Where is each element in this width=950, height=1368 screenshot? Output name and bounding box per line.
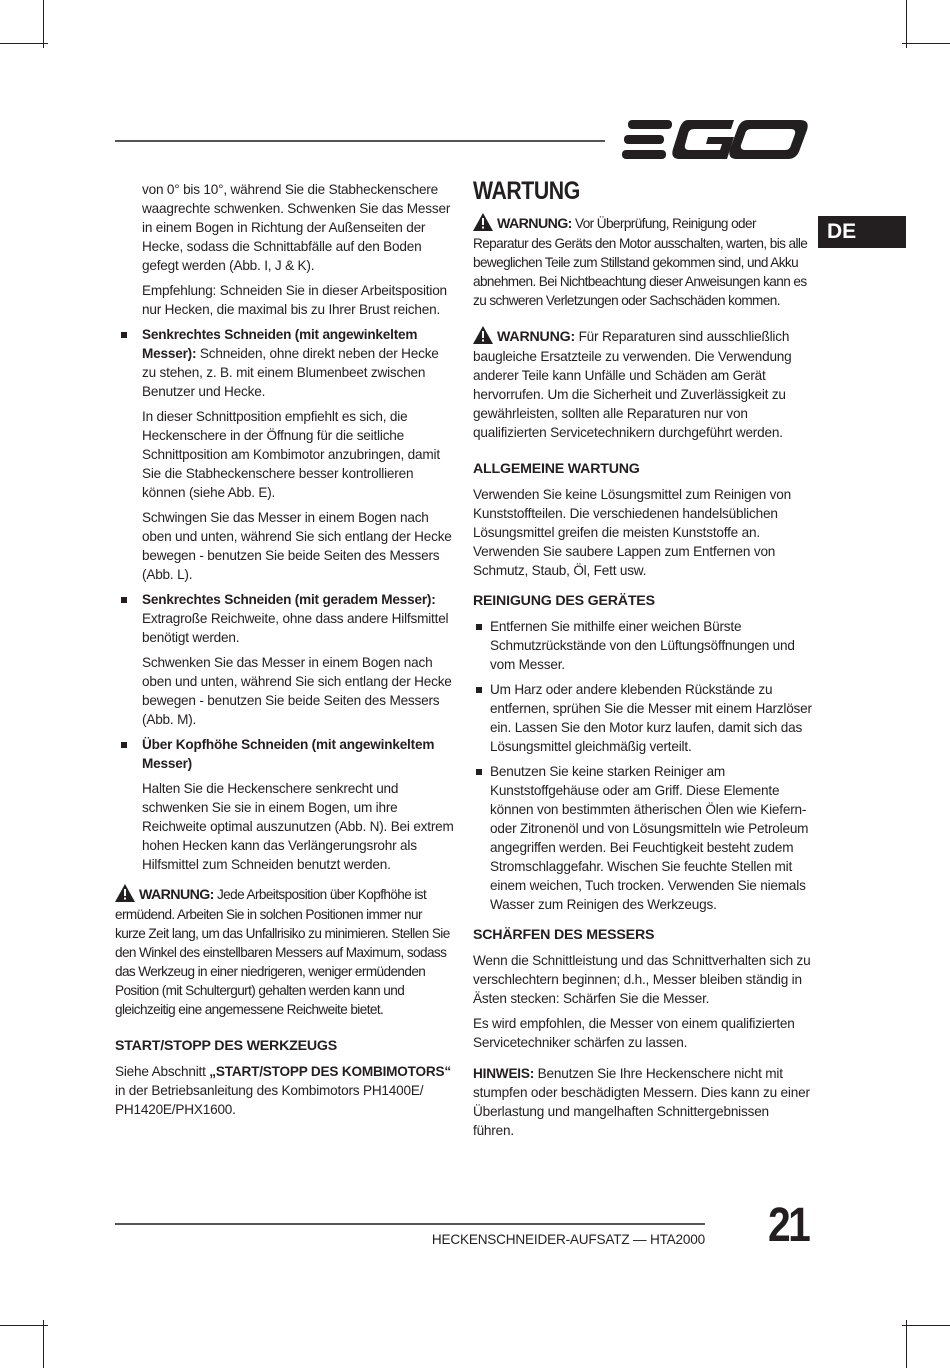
footer-title: HECKENSCHNEIDER-AUFSATZ — HTA2000 xyxy=(431,1232,705,1247)
crop-mark xyxy=(902,1325,950,1326)
bullet-title: Senkrechtes Schneiden (mit angewinkeltem Messer): xyxy=(142,327,418,361)
bullet-title: Über Kopfhöhe Schneiden (mit angewinkeltem Messer) xyxy=(142,737,435,771)
bullet-square-icon xyxy=(121,597,127,603)
list-item xyxy=(473,762,813,914)
paragraph: Schwingen Sie das Messer in einem Bogen nach oben und unten, während Sie sich entlang der Hecke bewegen - benutzen Sie beide Seiten des Messers (Abb. L). xyxy=(142,510,452,582)
bullet-square-icon xyxy=(476,624,482,630)
bullet-text: Schneiden, ohne direkt neben der Hecke zu stehen, z. B. mit einem Blumenbeet zwischen Benutzer und Hecke. xyxy=(142,346,439,399)
paragraph: Empfehlung: Schneiden Sie in dieser Arbeitsposition nur Hecken, die maximal bis zu Ihrer Brust reichen. xyxy=(142,283,447,317)
page-number: 21 xyxy=(768,1199,809,1252)
paragraph: von 0° bis 10°, während Sie die Stabheckenschere waagrechte schwenken. Schwenken Sie das Messer in einem Bogen in Richtung der Außenseiten der Hecke, sodass die Schnittabfälle auf den Boden gefegt werden (Abb. I, J & K). xyxy=(142,182,451,273)
header-rule xyxy=(115,140,605,142)
text-bold: „START/STOPP DES KOMBIMOTORS“ xyxy=(209,1064,451,1079)
note-text: Benutzen Sie Ihre Heckenschere nicht mit stumpfen oder beschädigten Messern. Dies kann zu einer Überlastung und mangelhaften Schnittergebnissen führen. xyxy=(473,1066,810,1138)
ego-logo xyxy=(622,118,812,162)
warning-label: WARNUNG: xyxy=(497,329,575,345)
warning-text: Für Reparaturen sind ausschließlich baugleiche Ersatzteile zu verwenden. Die Verwendung anderer Teile kann Unfälle und Schäden am Gerät hervorrufen. Um die Sicherheit und Zuverlässigkeit zu gewährleisten, sollten alle Reparaturen nur von qualifizierten Servicetechnikern durchgeführt werden. xyxy=(473,329,792,440)
crop-mark xyxy=(902,43,950,44)
warning-text: Jede Arbeitsposition über Kopfhöhe ist ermüdend. Arbeiten Sie in solchen Positionen immer nur kurze Zeit lang, um das Unfallrisiko zu minimieren. Stellen Sie den Winkel des einstellbaren Messers auf Maximum, sodass das Werkzeug in einer niedrigeren, weniger ermüdenden Position (mit Schultergurt) gehalten werden kann und gleichzeitig eine angemessene Reichweite bietet. xyxy=(115,887,450,1017)
section-heading: ALLGEMEINE WARTUNG xyxy=(473,461,640,477)
crop-mark xyxy=(906,1320,907,1368)
section-heading: SCHÄRFEN DES MESSERS xyxy=(473,927,655,943)
bullet-text: Benutzen Sie keine starken Reiniger am Kunststoffgehäuse oder am Griff. Diese Elemente können von bestimmten ätherischen Ölen wie Kiefern- oder Zitronenöl und von Lösungsmitteln wie Petroleum angegriffen werden. Bei Feuchtigkeit besteht zudem Stromschlaggefahr. Wischen Sie feuchte Stellen mit einem weichen, Tuch trocken. Verwenden Sie niemals Wasser zum Reinigen des Werkzeugs. xyxy=(490,764,809,912)
paragraph: Es wird empfohlen, die Messer von einem qualifizierten Servicetechniker schärfen zu lassen. xyxy=(473,1016,795,1050)
paragraph: Wenn die Schnittleistung und das Schnittverhalten sich zu verschlechtern beginnen; d.h., Messer bleiben ständig in Ästen stecken: Schärfen Sie die Messer. xyxy=(473,953,811,1006)
list-item xyxy=(473,617,813,674)
warning-triangle-icon xyxy=(115,884,135,902)
right-column xyxy=(473,177,813,1146)
bullet-text: Entfernen Sie mithilfe einer weichen Bürste Schmutzrückstände von den Lüftungsöffnungen und vom Messer. xyxy=(490,619,795,672)
list-item xyxy=(473,680,813,756)
crop-mark xyxy=(0,1325,48,1326)
warning-label: WARNUNG: xyxy=(497,216,572,232)
text-span: Siehe Abschnitt xyxy=(115,1064,210,1079)
section-heading: START/STOPP DES WERKZEUGS xyxy=(115,1038,338,1054)
list-item xyxy=(115,735,455,773)
list-item xyxy=(115,325,455,401)
bullet-square-icon xyxy=(476,687,482,693)
section-heading: REINIGUNG DES GERÄTES xyxy=(473,593,655,609)
warning-label: WARNUNG: xyxy=(139,887,214,903)
bullet-text: Um Harz oder andere klebenden Rückstände zu entfernen, sprühen Sie die Messer mit einem Harzlöser ein. Lassen Sie den Motor kurz laufen, damit sich das Lösungsmittel gleichmäßig verteilt. xyxy=(490,682,812,754)
paragraph: Verwenden Sie keine Lösungsmittel zum Reinigen von Kunststoffteilen. Die verschiedenen handelsüblichen Lösungsmittel greifen die meisten Kunststoffe an. Verwenden Sie saubere Lappen zum Entfernen von Schmutz, Staub, Öl, Fett usw. xyxy=(473,487,791,578)
warning-triangle-icon xyxy=(473,326,493,344)
bullet-text: Extragroße Reichweite, ohne dass andere Hilfsmittel benötigt werden. xyxy=(142,611,449,645)
crop-mark xyxy=(906,0,907,48)
bullet-square-icon xyxy=(121,332,127,338)
warning-triangle-icon xyxy=(473,213,493,231)
text-span: in der Betriebsanleitung des Kombimotors PH1400E/ PH1420E/PHX1600. xyxy=(115,1083,424,1117)
left-column xyxy=(115,180,455,1125)
warning-block xyxy=(473,326,813,442)
warning-block xyxy=(473,213,813,310)
paragraph: Halten Sie die Heckenschere senkrecht und schwenken Sie sie in einem Bogen, um ihre Reichweite optimal auszunutzen (Abb. N). Bei extrem hohen Hecken kann das Verlängerungsrohr als Hilfsmittel zum Schneiden benutzt werden. xyxy=(142,781,454,872)
note-label: HINWEIS: xyxy=(473,1066,535,1081)
paragraph: Schwenken Sie das Messer in einem Bogen nach oben und unten, während Sie sich entlang der Hecke bewegen - benutzen Sie beide Seiten des Messers (Abb. M). xyxy=(142,655,452,727)
footer-rule xyxy=(115,1223,705,1225)
bullet-square-icon xyxy=(476,769,482,775)
language-tab: DE xyxy=(818,216,906,248)
bullet-title: Senkrechtes Schneiden (mit geradem Messer): xyxy=(142,592,436,607)
paragraph: In dieser Schnittposition empfiehlt es sich, die Heckenschere in der Öffnung für die seitliche Schnittposition am Kombimotor anzubringen, damit Sie die Stabheckenschere besser kontrollieren können (siehe Abb. E). xyxy=(142,409,440,500)
bullet-square-icon xyxy=(121,742,127,748)
list-item xyxy=(115,590,455,647)
crop-mark xyxy=(43,1320,44,1368)
section-title: WARTUNG xyxy=(473,177,580,205)
crop-mark xyxy=(0,43,48,44)
warning-text: Vor Überprüfung, Reinigung oder Reparatur des Geräts den Motor ausschalten, warten, bis alle beweglichen Teile zum Stillstand gekommen sind, und Akku abnehmen. Bei Nichtbeachtung dieser Anweisungen kann es zu schweren Verletzungen oder Sachschäden kommen. xyxy=(473,216,808,308)
warning-block xyxy=(115,884,455,1019)
note-block xyxy=(473,1064,813,1140)
paragraph xyxy=(115,1062,455,1119)
crop-mark xyxy=(43,0,44,48)
